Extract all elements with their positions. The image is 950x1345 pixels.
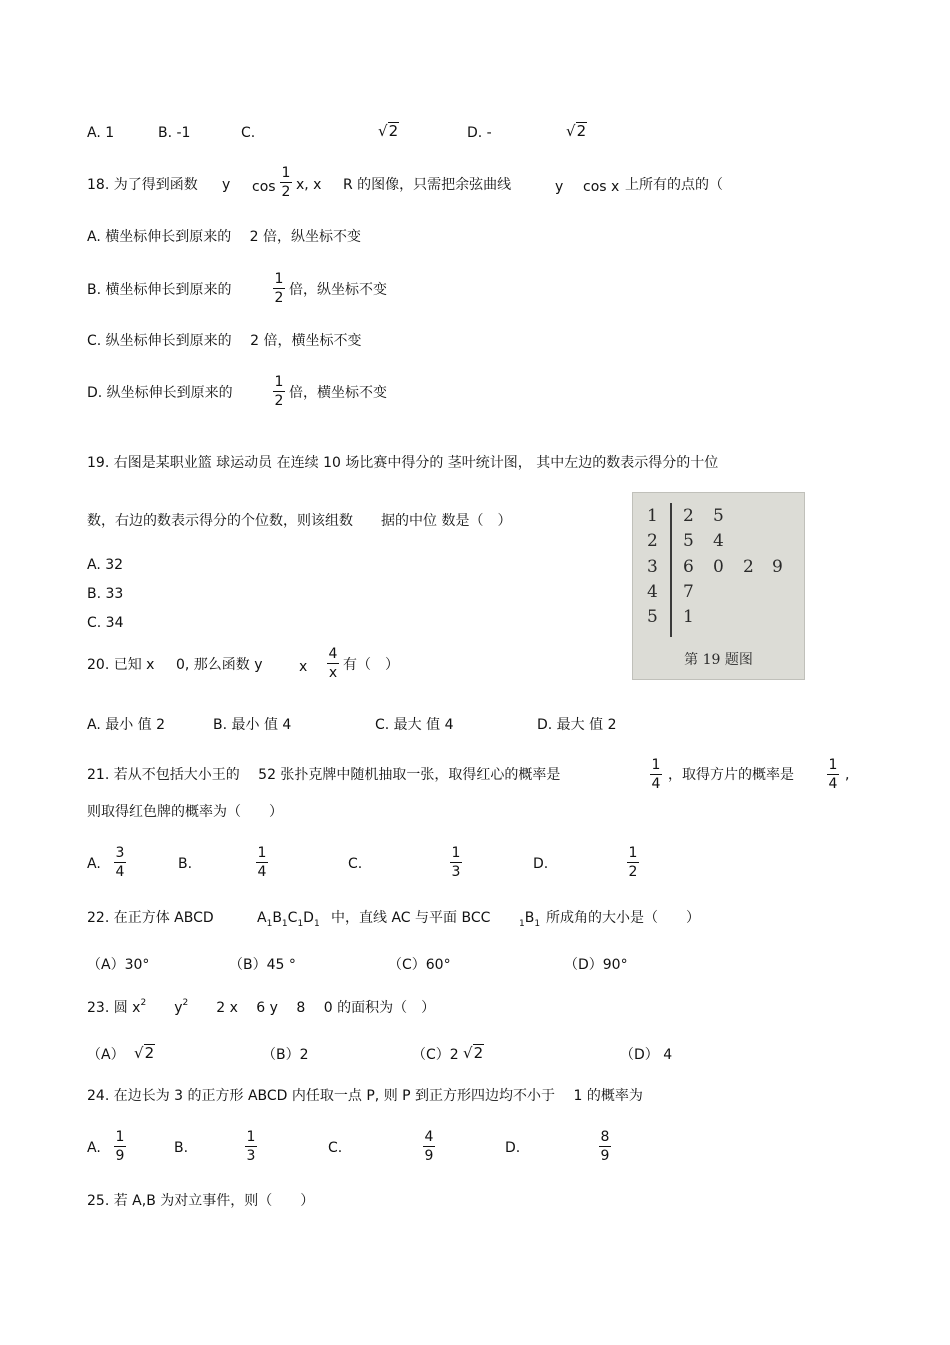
q21-option-b: B.	[178, 856, 193, 872]
q23-equation: 23. 圆 $x^2$ $y^2$ 2 x 6 y 8 0 的面积为（ ）	[87, 998, 436, 1016]
q21-option-c: C.	[348, 856, 363, 872]
q19-option-b: B. 33	[87, 586, 124, 602]
q18-cos: cos	[252, 179, 276, 195]
q18-option-c: C. 纵坐标伸长到原来的 2 倍，横坐标不变	[87, 333, 362, 349]
q22-option-b: （B）45 °	[229, 957, 296, 973]
q18-option-d: D. 纵坐标伸长到原来的	[87, 385, 233, 401]
leaf-value: 2	[683, 506, 694, 526]
q17-option-d: D. -	[467, 125, 492, 141]
q21-mid: ，取得方片的概率是	[668, 767, 794, 783]
q24-option-b: B.	[174, 1140, 189, 1156]
q22-option-a: （A）30°	[87, 957, 150, 973]
stem-leaf-divider	[670, 503, 672, 637]
q18-half: 1 2	[281, 165, 291, 200]
q21-line2: 则取得红色牌的概率为（ ）	[87, 804, 283, 820]
q22-post: 所成角的大小是（ ）	[546, 910, 700, 926]
stem-value: 3	[647, 557, 658, 577]
leaf-value: 6	[683, 557, 694, 577]
q19-line1: 19. 右图是某职业篮 球运动员 在连续 10 场比赛中得分的 茎叶统计图， 其中左边的数表示得分的十位	[87, 455, 719, 471]
q19-option-c: C. 34	[87, 615, 124, 631]
q20-post: 有（ ）	[343, 657, 399, 673]
q18-y: y	[222, 177, 231, 193]
q22-plane: $_1B_1$	[519, 910, 541, 929]
q24-option-a-frac: 1 9	[115, 1129, 125, 1164]
q21-option-c-frac: 1 3	[451, 845, 461, 880]
leaf-value: 9	[772, 557, 783, 577]
q18-stem: 18. 为了得到函数	[87, 177, 198, 193]
q20-option-b: B. 最小 值 4	[213, 717, 292, 733]
stem-value: 4	[647, 582, 658, 602]
q23-option-c: （C）2	[412, 1047, 459, 1063]
leaf-value: 1	[683, 607, 694, 627]
stem-value: 1	[647, 506, 658, 526]
q18-x: x, x	[296, 177, 322, 193]
q22-cube-vertices: $A_1B_1C_1D_1$	[257, 910, 320, 929]
q21-option-a-frac: 3 4	[115, 845, 125, 880]
q20-option-d: D. 最大 值 2	[537, 717, 617, 733]
q21-option-b-frac: 1 4	[257, 845, 267, 880]
leaf-value: 2	[743, 557, 754, 577]
q18-r-text: R 的图像，只需把余弦曲线	[343, 177, 512, 193]
q24-option-a: A.	[87, 1140, 101, 1156]
q24-option-b-frac: 1 3	[246, 1129, 256, 1164]
q23-option-a-sqrt: √2	[134, 1044, 155, 1062]
leaf-value: 0	[713, 557, 724, 577]
q17-option-c-sqrt: √2	[378, 122, 399, 140]
q22-option-c: （C）60°	[388, 957, 451, 973]
q22-mid: 中，直线 AC 与平面 BCC	[331, 910, 491, 926]
q20-option-a: A. 最小 值 2	[87, 717, 166, 733]
q21-diamonds-prob: 1 4	[828, 757, 838, 792]
q19-line2: 数，右边的数表示得分的个位数，则该组数 据的中位 数是（ ）	[87, 513, 512, 529]
q18-option-b: B. 横坐标伸长到原来的	[87, 282, 232, 298]
q24-option-d-frac: 8 9	[600, 1129, 610, 1164]
q18-end: 上所有的点的（	[625, 177, 723, 193]
q22-pre: 22. 在正方体 ABCD	[87, 910, 214, 926]
q21-comma: ,	[845, 767, 850, 783]
q20-zero: 0, 那么函数 y	[176, 657, 263, 673]
q18-y2: y	[555, 179, 564, 195]
q21-option-d-frac: 1 2	[628, 845, 638, 880]
q18-option-d-frac: 1 2	[274, 374, 284, 409]
q18-option-a: A. 横坐标伸长到原来的 2 倍，纵坐标不变	[87, 229, 362, 245]
q21-line1: 21. 若从不包括大小王的 52 张扑克牌中随机抽取一张，取得红心的概率是	[87, 767, 561, 783]
q23-option-c-sqrt: √2	[463, 1044, 484, 1062]
q18-option-b-post: 倍，纵坐标不变	[289, 282, 387, 298]
q21-option-d: D.	[533, 856, 549, 872]
stem-value: 5	[647, 607, 658, 627]
q17-option-c: C.	[241, 125, 256, 141]
q20-pre: 20. 已知 x	[87, 657, 155, 673]
q20-frac: 4 x	[328, 646, 338, 681]
leaf-value: 5	[683, 531, 694, 551]
q24-option-c-frac: 4 9	[424, 1129, 434, 1164]
figure-caption: 第 19 题图	[684, 652, 753, 668]
leaf-value: 4	[713, 531, 724, 551]
q17-option-a: A. 1	[87, 125, 115, 141]
q23-option-a: （A）	[87, 1047, 125, 1063]
q18-option-d-post: 倍，横坐标不变	[289, 385, 387, 401]
stem-leaf-figure	[632, 492, 805, 680]
leaf-value: 7	[683, 582, 694, 602]
q18-option-b-frac: 1 2	[274, 271, 284, 306]
q20-x: x	[299, 659, 308, 675]
q21-option-a: A.	[87, 856, 101, 872]
q20-option-c: C. 最大 值 4	[375, 717, 454, 733]
q22-option-d: （D）90°	[564, 957, 628, 973]
leaf-value: 5	[713, 506, 724, 526]
q21-hearts-prob: 1 4	[651, 757, 661, 792]
q17-option-b: B. -1	[158, 125, 191, 141]
q17-option-d-sqrt: √2	[566, 122, 587, 140]
q19-option-a: A. 32	[87, 557, 124, 573]
q18-cosx: cos x	[583, 179, 620, 195]
q24-line: 24. 在边长为 3 的正方形 ABCD 内任取一点 P, 则 P 到正方形四边均不小于 1 的概率为	[87, 1088, 643, 1104]
q23-option-b: （B）2	[262, 1047, 309, 1063]
q25-line: 25. 若 A,B 为对立事件，则（ ）	[87, 1193, 315, 1209]
q24-option-d: D.	[505, 1140, 521, 1156]
q23-option-d: （D） 4	[620, 1047, 673, 1063]
stem-value: 2	[647, 531, 658, 551]
q24-option-c: C.	[328, 1140, 343, 1156]
